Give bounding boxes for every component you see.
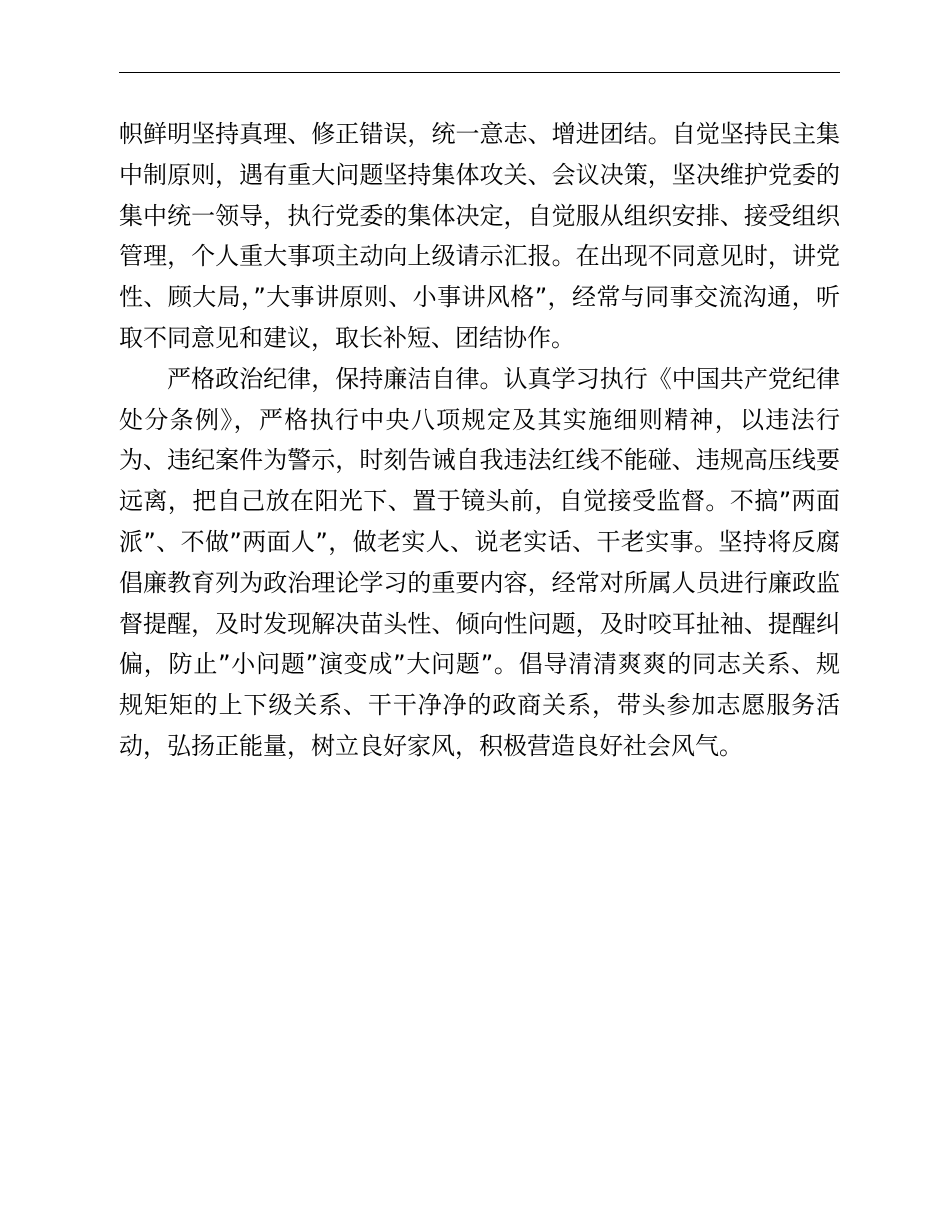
header-divider <box>119 72 840 73</box>
paragraph-continuation: 帜鲜明坚持真理、修正错误，统一意志、增进团结。自觉坚持民主集中制原则，遇有重大问题坚持集体攻关、会议决策，坚决维护党委的集中统一领导，执行党委的集体决定，自觉服从组织安排、接受组织管理，个人重大事项主动向上级请示汇报。在出现不同意见时，讲党性、顾大局，”大事讲原则、小事讲风格”，经常与同事交流沟通，听取不同意见和建议，取长补短、团结协作。 <box>119 120 840 352</box>
paragraph-discipline: 严格政治纪律，保持廉洁自律。认真学习执行《中国共产党纪律处分条例》，严格执行中央八项规定及其实施细则精神，以违法行为、违纪案件为警示，时刻告诫自我违法红线不能碰、违规高压线要远离，把自己放在阳光下、置于镜头前，自觉接受监督。不搞”两面派”、不做”两面人”，做老实人、说老实话、干老实事。坚持将反腐倡廉教育列为政治理论学习的重要内容，经常对所属人员进行廉政监督提醒，及时发现解决苗头性、倾向性问题，及时咬耳扯袖、提醒纠偏，防止”小问题”演变成”大问题”。倡导清清爽爽的同志关系、规规矩矩的上下级关系、干干净净的政商关系，带头参加志愿服务活动，弘扬正能量，树立良好家风，积极营造良好社会风气。 <box>119 364 840 760</box>
document-body <box>119 114 840 767</box>
